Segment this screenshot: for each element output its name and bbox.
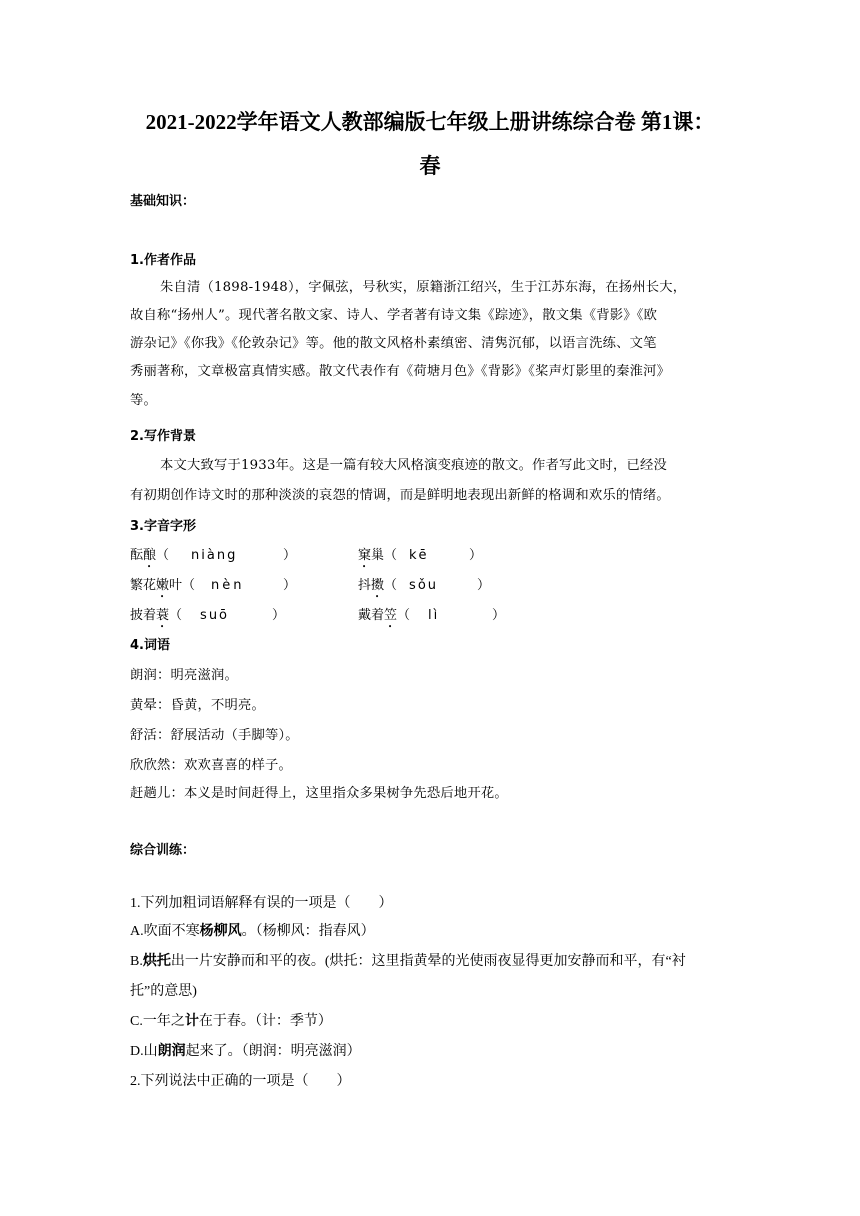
page-title-continued: 春 [419, 154, 441, 178]
option-d: D.山朗润起来了。（朗润：明亮滋润） [130, 1044, 361, 1059]
pronunciation-item: 抖擞（ sǒu ） [358, 578, 491, 593]
vocabulary-item: 欣欣然：欢欢喜喜的样子。 [130, 758, 292, 773]
paragraph-line: 本文大致写于1933年。这是一篇有较大风格演变痕迹的散文。作者写此文时，已经没 [160, 458, 668, 473]
section-heading-vocabulary: 4.词语 [130, 638, 170, 653]
vocabulary-item: 舒活：舒展活动（手脚等）。 [130, 728, 299, 743]
paragraph-line: 故自称“扬州人”。现代著名散文家、诗人、学者著有诗文集《踪迹》，散文集《背影》《欧 [130, 308, 658, 323]
section-heading-author: 1.作者作品 [130, 253, 196, 268]
pronunciation-item: 窠巢（ kē ） [358, 548, 483, 563]
option-b-continued: 托”的意思) [130, 984, 197, 999]
option-b: B.烘托出一片安静而和平的夜。(烘托：这里指黄晕的光使雨夜显得更加安静而和平，有“衬 [130, 954, 686, 969]
basic-knowledge-heading: 基础知识： [130, 194, 196, 209]
page-title: 2021-2022学年语文人教部编版七年级上册讲练综合卷 第1课： [145, 110, 715, 134]
option-c: C.一年之计在于春。（计：季节） [130, 1014, 332, 1029]
pronunciation-item: 繁花嫩叶（ nèn ） [130, 578, 297, 593]
question-1: 1.下列加粗词语解释有误的一项是（ ） [130, 896, 393, 911]
pronunciation-item: 酝酿（ niàng ） [130, 548, 297, 563]
paragraph-line: 朱自清（1898-1948），字佩弦，号秋实，原籍浙江绍兴，生于江苏东海，在扬州长大， [160, 280, 687, 295]
pronunciation-item: 披着蓑（ suō ） [130, 608, 286, 623]
option-a: A.吹面不寒杨柳风。（杨柳风：指春风） [130, 924, 375, 939]
vocabulary-item: 朗润：明亮滋润。 [130, 668, 238, 683]
question-2: 2.下列说法中正确的一项是（ ） [130, 1074, 351, 1089]
section-heading-pronunciation: 3.字音字形 [130, 519, 196, 534]
pronunciation-item: 戴着笠（ lì ） [358, 608, 506, 623]
paragraph-line: 有初期创作诗文时的那种淡淡的哀怨的情调，而是鲜明地表现出新鲜的格调和欢乐的情绪。 [130, 488, 670, 503]
paragraph-line: 秀丽著称，文章极富真情实感。散文代表作有《荷塘月色》《背影》《桨声灯影里的秦淮河》 [130, 364, 671, 379]
paragraph-line: 等。 [130, 393, 157, 408]
vocabulary-item: 赶趟儿：本义是时间赶得上，这里指众多果树争先恐后地开花。 [130, 786, 508, 801]
training-heading: 综合训练： [130, 843, 196, 858]
section-heading-background: 2.写作背景 [130, 429, 196, 444]
paragraph-line: 游杂记》《你我》《伦敦杂记》等。他的散文风格朴素缜密、清隽沉郁，以语言洗练、文笔 [130, 336, 657, 351]
vocabulary-item: 黄晕：昏黄，不明亮。 [130, 698, 265, 713]
